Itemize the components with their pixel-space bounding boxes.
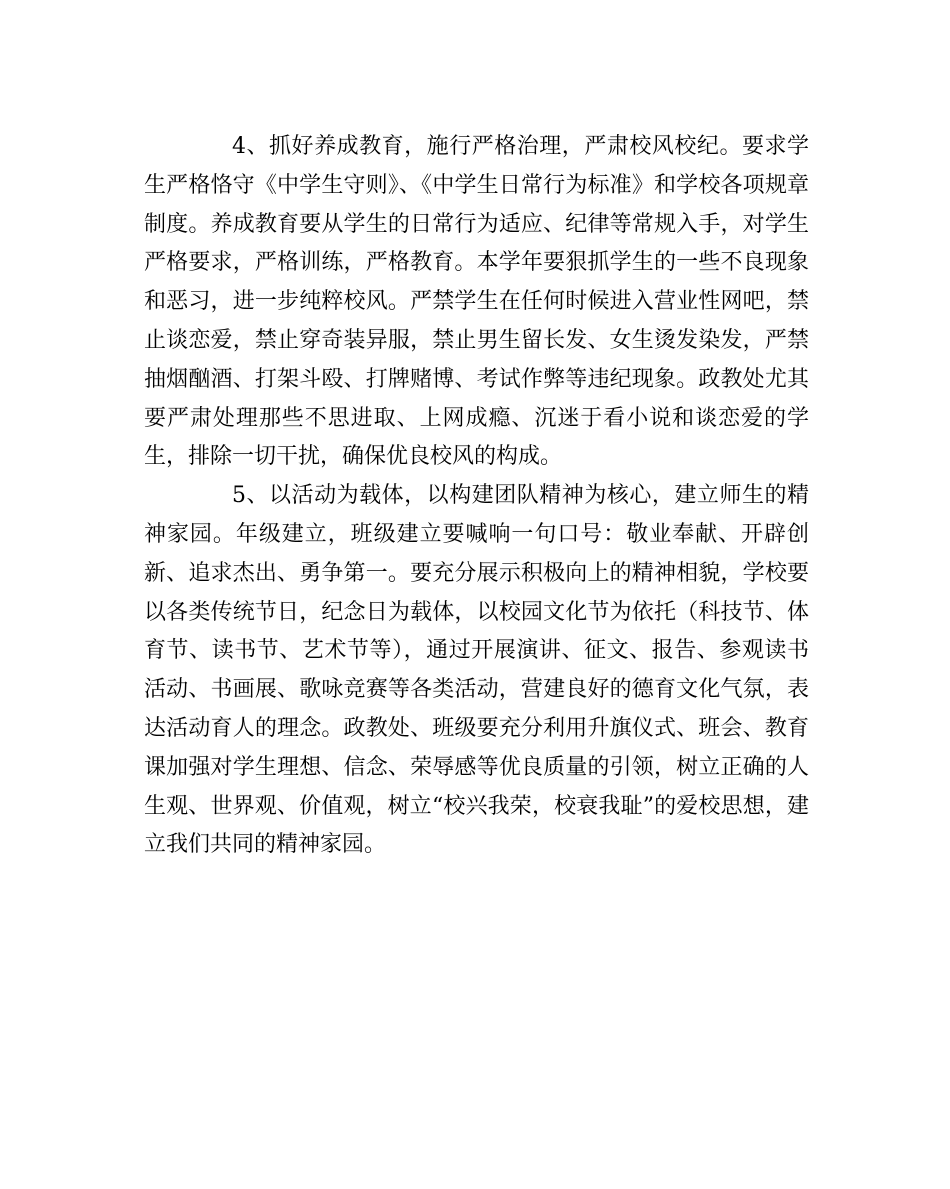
paragraph-5: 5、以活动为载体，以构建团队精神为核心，建立师生的精神家园。年级建立，班级建立要喊响一句口号：敬业奉献、开辟创新、追求杰出、勇争第一。要充分展示积极向上的精神相貌，学校要以各类传统节日，纪念日为载体，以校园文化节为依托（科技节、体育节、读书节、艺术节等），通过开展演讲、征文、报告、参观读书活动、书画展、歌咏竞赛等各类活动，营建良好的德育文化气氛，表达活动育人的理念。政教处、班级要充分利用升旗仪式、班会、教育课加强对学生理想、信念、荣辱感等优良质量的引领，树立正确的人生观、世界观、价值观，树立“校兴我荣，校衰我耻”的爱校思想，建立我们共同的精神家园。: [144, 483, 809, 858]
paragraph-4: 4、抓好养成教育，施行严格治理，严肃校风校纪。要求学生严格恪守《中学生守则》、《中学生日常行为标准》和学校各项规章制度。养成教育要从学生的日常行为适应、纪律等常规入手，对学生严格要求，严格训练，严格教育。本学年要狠抓学生的一些不良现象和恶习，进一步纯粹校风。严禁学生在任何时候进入营业性网吧，禁止谈恋爱，禁止穿奇装异服，禁止男生留长发、女生烫发染发，严禁抽烟酗酒、打架斗殴、打牌赌博、考试作弊等违纪现象。政教处尤其要严肃处理那些不思进取、上网成瘾、沉迷于看小说和谈恋爱的学生，排除一切干扰，确保优良校风的构成。: [144, 134, 809, 470]
document-body: [144, 128, 809, 865]
